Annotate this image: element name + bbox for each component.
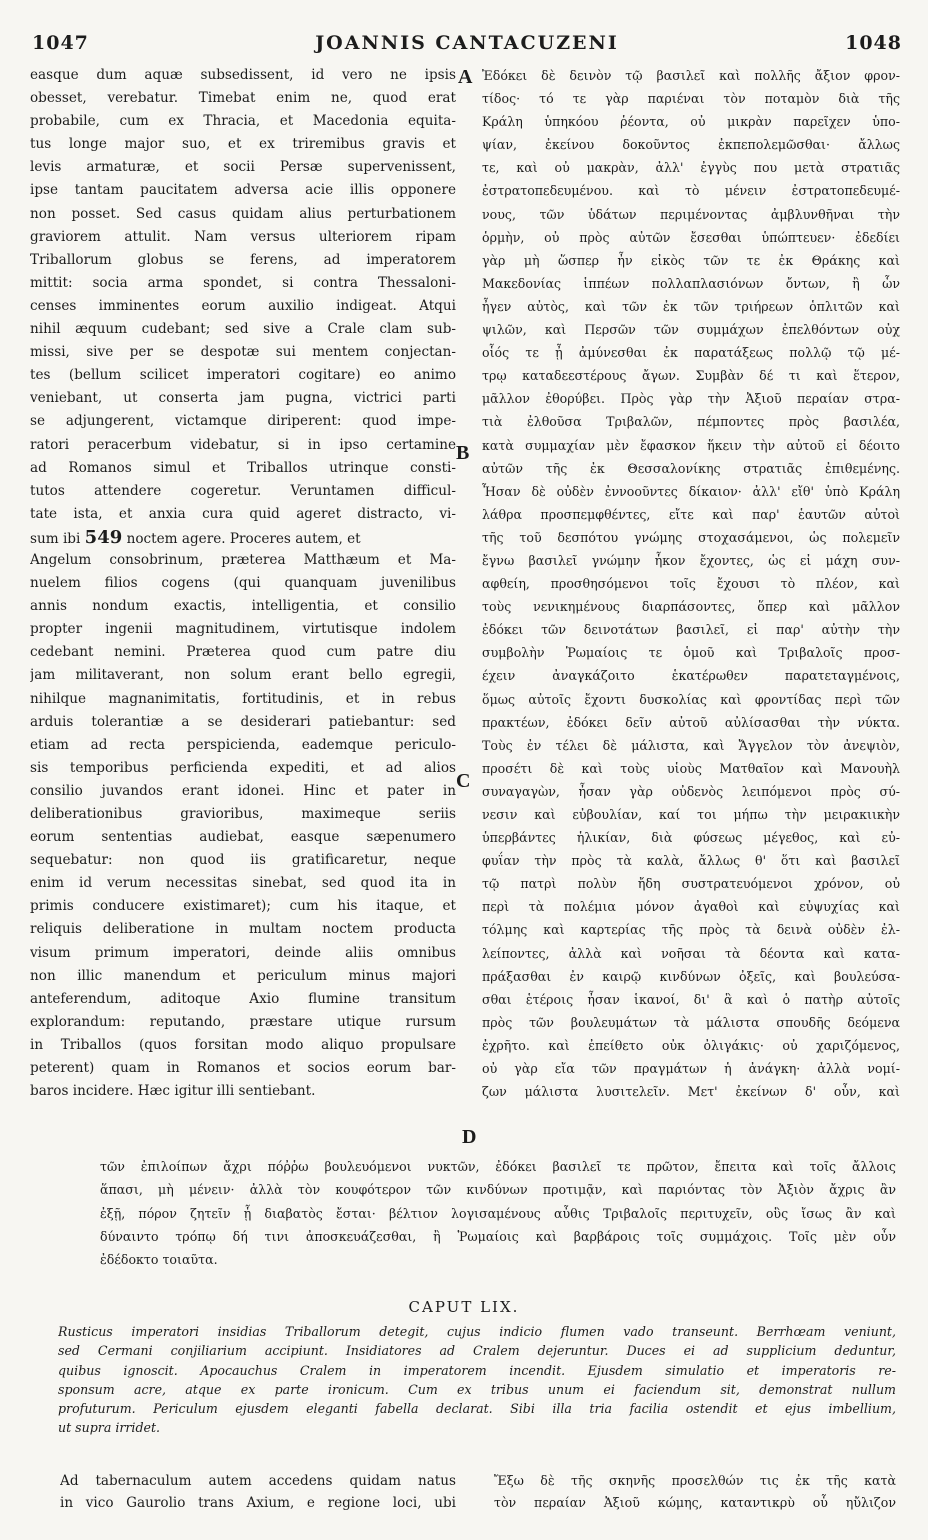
summary-line: sponsum acre, atque ex parte ironicum. Cum ex tribus unum ei faciendum sit, demonstrat nullum	[58, 1381, 896, 1397]
greek-line: ἔγνω βασιλεῖ γνώμην ἧκον ἔχοντες, ὡς εἰ μάχη συν-	[482, 552, 900, 568]
greek-line: αφθείη, προσθησόμενοι τοῖς ἔχουσι τὸ πλέον, καὶ	[482, 576, 900, 592]
latin-line: sequebatur: non quod iis gratificaretur, neque	[30, 852, 456, 869]
summary-line: profuturum. Periculum ejusdem eleganti fabella declarat. Sibi illa tria facilia ostendit et ejus imbellium,	[58, 1401, 896, 1417]
section-marker-a: A	[458, 66, 473, 88]
greek-line: πράξασθαι ἐν καιρῷ κινδύνων ὀξεῖς, καὶ βουλεύσα-	[482, 968, 900, 984]
latin-line: propter ingenii magnitudinem, virtutisque indolem	[30, 621, 456, 638]
greek-line: τόλμης καὶ καρτερίας τῆς πρὸς τὰ δεινὰ οὐδὲν ἐλ-	[482, 922, 900, 938]
latin-line: tes (bellum scilicet imperatori cogitare) eo animo	[30, 367, 456, 384]
greek-line: σθαι ἑτέροις ἦσαν ἱκανοί, δι' ἃ καὶ ὁ πατὴρ αὐτοῖς	[482, 991, 900, 1007]
greek-line: Κράλη ὑπηκόου ῥέοντα, οὐ μικρὰν παρεῖχεν ὑπο-	[482, 114, 900, 130]
greek-line: γὰρ μὴ ὥσπερ ἦν εἰκὸς τῶν τε ἐκ Θράκης καὶ	[482, 252, 900, 268]
greek-line: περὶ τὰ πολέμια μόνον ἀγαθοὶ καὶ εὐψυχίας καὶ	[482, 899, 900, 915]
latin-line: Triballorum globus se ferens, ad imperatorem	[30, 251, 456, 268]
greek-line: προσέτι δὲ καὶ τοὺς υἱοὺς Ματθαῖον καὶ Μανουὴλ	[482, 760, 900, 776]
latin-column	[30, 64, 456, 1152]
section-marker-d: D	[462, 1126, 477, 1148]
latin-line-part: noctem agere. Proceres autem, et	[122, 530, 361, 547]
latin-line: easque dum aquæ subsedissent, id vero ne ipsis	[30, 67, 456, 83]
greek-fullwidth-line: τῶν ἐπιλοίπων ἄχρι πόῤῥω βουλευόμενοι νυκτῶν, ἐδόκει βασιλεῖ τε πρῶτον, ἔπειτα καὶ τοῖς ἄλλοις	[100, 1159, 896, 1174]
greek-line: Ἐδόκει δὲ δεινὸν τῷ βασιλεῖ καὶ πολλῆς ἄξιον φρον-	[482, 68, 900, 83]
running-title: JOANNIS CANTACUZENI	[315, 32, 619, 54]
greek-chapter-start	[494, 1470, 896, 1530]
latin-line: se adjungerent, victamque diriperent: quod impe-	[30, 413, 456, 430]
greek-line: ψιλῶν, καὶ Περσῶν τῶν συμμάχων ἐπελθόντων οὐχ	[482, 322, 900, 338]
greek-line: ἐδόκει τῶν δεινοτάτων βασιλεῖ, εἰ παρ' αὐτὴν τὴν	[482, 622, 900, 638]
latin-line	[30, 526, 456, 549]
latin-line: annis nondum exactis, intelligentia, et consilio	[30, 598, 456, 615]
latin-line: tate ista, et anxia cura quid ageret distracto, vi-	[30, 505, 456, 522]
latin-line: baros incidere. Hæc igitur illi sentiebant.	[30, 1083, 316, 1100]
latin-line: tutos attendere cogeretur. Veruntamen difficul-	[30, 482, 456, 499]
greek-line: τε, καὶ οὐ μακρὰν, ἀλλ' ἐγγὺς που μετὰ στρατιᾶς	[482, 160, 900, 176]
latin-line: peterent) quam in Romanos et socios eorum bar-	[30, 1060, 456, 1077]
greek-line: λάθρα προσπεμφθέντες, εἴτε καὶ παρ' ἑαυτῶν αὐτοὶ	[482, 506, 900, 522]
greek-line: τιὰ ἐλθοῦσα Τριβαλῶν, πέμποντες πρὸς βασιλέα,	[482, 414, 900, 430]
greek-line: Ἦσαν δὲ οὐδὲν ἐννοοῦντες δίκαιον· ἀλλ' εἴθ' ὑπὸ Κράλη	[482, 483, 900, 499]
latin-line: levis armaturæ, et socii Persæ supervenissent,	[30, 159, 456, 176]
greek-line: ὅμως αὐτοῖς ἔχοντι δυσκολίας καὶ φροντίδας περὶ τῶν	[482, 691, 900, 707]
greek-line: τίδος· τό τε γὰρ παριέναι τὸν ποταμὸν διὰ τῆς	[482, 91, 900, 107]
latin-line: ratori peracerbum videbatur, si in ipso certamine	[30, 436, 456, 453]
greek-line: τῷ πατρὶ πολὺν ἤδη συστρατευόμενοι χρόνον, οὐ	[482, 876, 900, 892]
page-number-right: 1048	[845, 32, 902, 54]
summary-line: quibus ignoscit. Apocauchus Cralem in imperatorem incendit. Ejusdem simulatio et imperatoris re-	[58, 1362, 896, 1378]
chapter-heading: CAPUT LIX.	[408, 1298, 520, 1316]
greek-line: έχειν ἀναγκάζοιτο ἑκατέρωθεν παρατεταγμένοις,	[482, 668, 900, 684]
latin-line: eorum sententias audiebat, easque sæpenumero	[30, 829, 456, 846]
latin-line: in Triballos (quos forsitan modo aliquo propulsare	[30, 1036, 456, 1053]
latin-line: jam militaverant, non solum erant bello egregii,	[30, 667, 456, 684]
latin-line: veniebant, ut conserta jam pugna, victrici parti	[30, 390, 456, 407]
latin-line: censes imminentes eorum auxilio indigeat. Atqui	[30, 297, 456, 314]
greek-line: κατὰ συμμαχίαν μὲν ἔφασκον ἥκειν τὴν αὐτοῦ εἰ δέοιτο	[482, 437, 900, 453]
latin-line: mittit: socia arma spondet, si contra Thessaloni-	[30, 274, 456, 291]
greek-line: συμβολὴν Ῥωμαίοις τε ὁμοῦ καὶ Τριβαλοῖς προσ-	[482, 645, 900, 661]
greek-line: τὸν περαίαν Ἀξιοῦ κώμης, καταντικρὺ οὗ ηὔλιζον	[494, 1495, 896, 1510]
greek-line: ψίαν, ἐκείνου δοκοῦντος ἐκπεπολεμῶσθαι· ἄλλως	[482, 137, 900, 153]
latin-line: sis temporibus perficienda expediti, et ad alios	[30, 759, 456, 776]
greek-line: ἐχρῆτο. καὶ ἐπείθετο οὐκ ὀλιγάκις· οὐ χαριζόμενος,	[482, 1037, 900, 1053]
greek-fullwidth-line: ἐδέδοκτο τοιαῦτα.	[100, 1252, 218, 1268]
latin-line: primis conducere existimaret); cum his itaque, et	[30, 898, 456, 915]
section-marker-c: C	[456, 770, 471, 792]
latin-line-part: sum ibi	[30, 530, 85, 547]
greek-line: Ἔξω δὲ τῆς σκηνῆς προσελθών τις ἐκ τῆς κατὰ	[494, 1473, 896, 1488]
summary-line: Rusticus imperatori insidias Triballorum detegit, cujus indicio flumen vado transeunt. Berrhœam veniunt,	[58, 1324, 896, 1339]
latin-line: ipse tantam paucitatem adversa acie illis opponere	[30, 182, 456, 199]
greek-fullwidth-paragraph	[100, 1155, 896, 1291]
greek-line: οἷός τε ᾖ ἀμύνεσθαι ἐκ παρατάξεως πολλῷ τῷ μέ-	[482, 345, 900, 361]
greek-line: πρακτέων, ἐδόκει δεῖν αὐτοῦ αὐλίσασθαι τὴν νύκτα.	[482, 714, 900, 730]
latin-line: obesset, verebatur. Timebat enim ne, quod erat	[30, 90, 456, 107]
latin-line: non illic manendum et periculum minus majori	[30, 967, 456, 984]
greek-line: ἦγεν αὐτὸς, καὶ τῶν ἐκ τῶν τριήρεων ὁπλιτῶν καὶ	[482, 298, 900, 314]
greek-fullwidth-line: ἅπασι, μὴ μένειν· ἀλλὰ τὸν κουφότερον τῶν κινδύνων προτιμᾷν, καὶ παριόντας τὸν Ἀξιὸν ἄχρις ἂν	[100, 1182, 896, 1198]
greek-line: νεσιν καὶ εὐβουλίαν, καί τοι μήπω τὴν μειρακιικὴν	[482, 807, 900, 822]
latin-line: ad Romanos simul et Triballos utrinque consti-	[30, 459, 456, 476]
latin-line: Ad tabernaculum autem accedens quidam natus	[60, 1473, 456, 1489]
margin-page-number: 549	[84, 526, 123, 548]
latin-chapter-start	[60, 1470, 456, 1530]
latin-line: probabile, cum ex Thracia, et Macedonia equita-	[30, 113, 456, 130]
greek-line: αὐτῶν τῆς ἐκ Θεσσαλονίκης στρατιᾶς ἐπιθεμένης.	[482, 460, 900, 476]
latin-line: non posset. Sed casus quidam alius perturbationem	[30, 205, 456, 222]
summary-line: ut supra irridet.	[58, 1420, 161, 1436]
page-header	[28, 32, 906, 58]
greek-line: φυΐαν τὴν πρὸς τὰ καλὰ, ἄλλως θ' ὅτι καὶ βασιλεῖ	[482, 853, 900, 869]
latin-line: nuelem filios cogens (qui quanquam juvenilibus	[30, 575, 456, 592]
greek-line: Τοὺς ἐν τέλει δὲ μάλιστα, καὶ Ἄγγελον τὸν ἀνεψιὸν,	[482, 737, 900, 753]
chapter-summary	[58, 1322, 896, 1462]
greek-line: ζων μάλιστα λυσιτελεῖν. Μετ' ἐκείνων δ' οὖν, καὶ	[482, 1084, 900, 1100]
greek-line: Μακεδονίας ἱππέων πολλαπλασιόνων ὄντων, ἢ ὧν	[482, 275, 900, 291]
greek-line: οὐ γὰρ εἴα τῶν πραγμάτων ἡ ἀνάγκη· ἀλλὰ νομί-	[482, 1061, 900, 1077]
latin-line: etiam ad recta perspicienda, eademque periculo-	[30, 736, 456, 753]
greek-column	[482, 64, 900, 1152]
latin-line: explorandum: reputando, præstare utique rursum	[30, 1013, 456, 1030]
greek-line: συναγαγὼν, ἦσαν γὰρ οὐδενὸς λειπόμενοι πρὸς σύ-	[482, 783, 900, 799]
greek-line: τῆς τοῦ δεσπότου γνώμης στοχασάμενοι, ὡς πολεμεῖν	[482, 529, 900, 545]
greek-line: μᾶλλον ἐθορύβει. Πρὸς γὰρ τὴν Ἀξιοῦ περαίαν στρα-	[482, 391, 900, 407]
latin-line: deliberationibus gravioribus, maximeque seriis	[30, 806, 456, 822]
latin-line: visum primum imperatori, deinde aliis omnibus	[30, 944, 456, 961]
latin-line: graviorem attulit. Nam versus ulteriorem ripam	[30, 228, 456, 245]
greek-line: τοὺς νενικημένους διαρπάσοντες, ὅπερ καὶ μᾶλλον	[482, 599, 900, 615]
latin-line: anteferendum, aditoque Axio flumine transitum	[30, 990, 456, 1007]
greek-fullwidth-line: ἐξῇ, πόρον ζητεῖν ᾗ διαβατὸς ἔσται· βέλτιον λογισαμένους αὖθις Τριβαλοῖς περιτυχεῖν, οὓς ἴσως ἂν καὶ	[100, 1205, 896, 1221]
greek-line: νους, τῶν ὑδάτων περιμένοντας ἀμβλυνθῆναι τὴν	[482, 206, 900, 222]
greek-line: τρῳ καταδεεστέρους ἄγων. Συμβὰν δέ τι καὶ ἕτερον,	[482, 368, 900, 384]
latin-line: cedebant nemini. Præterea quod cum patre diu	[30, 644, 456, 661]
greek-line: λείποντες, ἀλλὰ καὶ νοῆσαι τὰ δέοντα καὶ κατα-	[482, 945, 900, 961]
greek-line: ὑπερβάντες ἡλικίαν, διὰ φύσεως μέγεθος, καὶ εὐ-	[482, 830, 900, 846]
latin-line: Angelum consobrinum, præterea Matthæum et Ma-	[30, 551, 456, 568]
greek-line: ἐστρατοπεδευμένου. καὶ τὸ μένειν ἐστρατοπεδευμέ-	[482, 183, 900, 199]
page-number-left: 1047	[32, 32, 89, 54]
greek-line: ὁρμὴν, οὐ πρὸς αὐτῶν ἔσεσθαι ὑπώπτευεν· ἐδεδίει	[482, 229, 900, 245]
summary-line: sed Cermani conjiliarium accipiunt. Insidiatores ad Cralem dejeruntur. Duces ei ad supplicium deduntur,	[58, 1343, 896, 1359]
latin-line: in vico Gaurolio trans Axium, e regione loci, ubi	[60, 1495, 456, 1511]
latin-line: missi, sive per se despotæ sui mentem conjectan-	[30, 344, 456, 361]
latin-line: reliquis deliberatione in multam noctem producta	[30, 921, 456, 938]
latin-line: arduis tolerantiæ a se desiderari patiebantur: sed	[30, 713, 456, 730]
latin-line: nihil æquum cudebant; sed sive a Crale clam sub-	[30, 321, 456, 338]
greek-line: πρὸς τῶν βουλευμάτων τὰ μάλιστα σπουδῆς δεόμενα	[482, 1014, 900, 1030]
greek-fullwidth-line: δύναιντο τρόπῳ δή τινι ἀποσκευάζεσθαι, ἢ Ῥωμαίοις καὶ βαρβάροις τοῖς συμμάχοις. Τοῖς μὲν οὖν	[100, 1228, 896, 1244]
latin-line: tus longe major suo, et ex triremibus gravis et	[30, 136, 456, 153]
latin-line: enim id verum necessitas sinebat, sed quod ita in	[30, 875, 456, 892]
latin-line: nihilque magnanimitatis, fortitudinis, et in rebus	[30, 690, 456, 707]
section-marker-b: B	[456, 442, 470, 464]
latin-line: consilio juvandos erant idonei. Hinc et pater in	[30, 782, 456, 799]
